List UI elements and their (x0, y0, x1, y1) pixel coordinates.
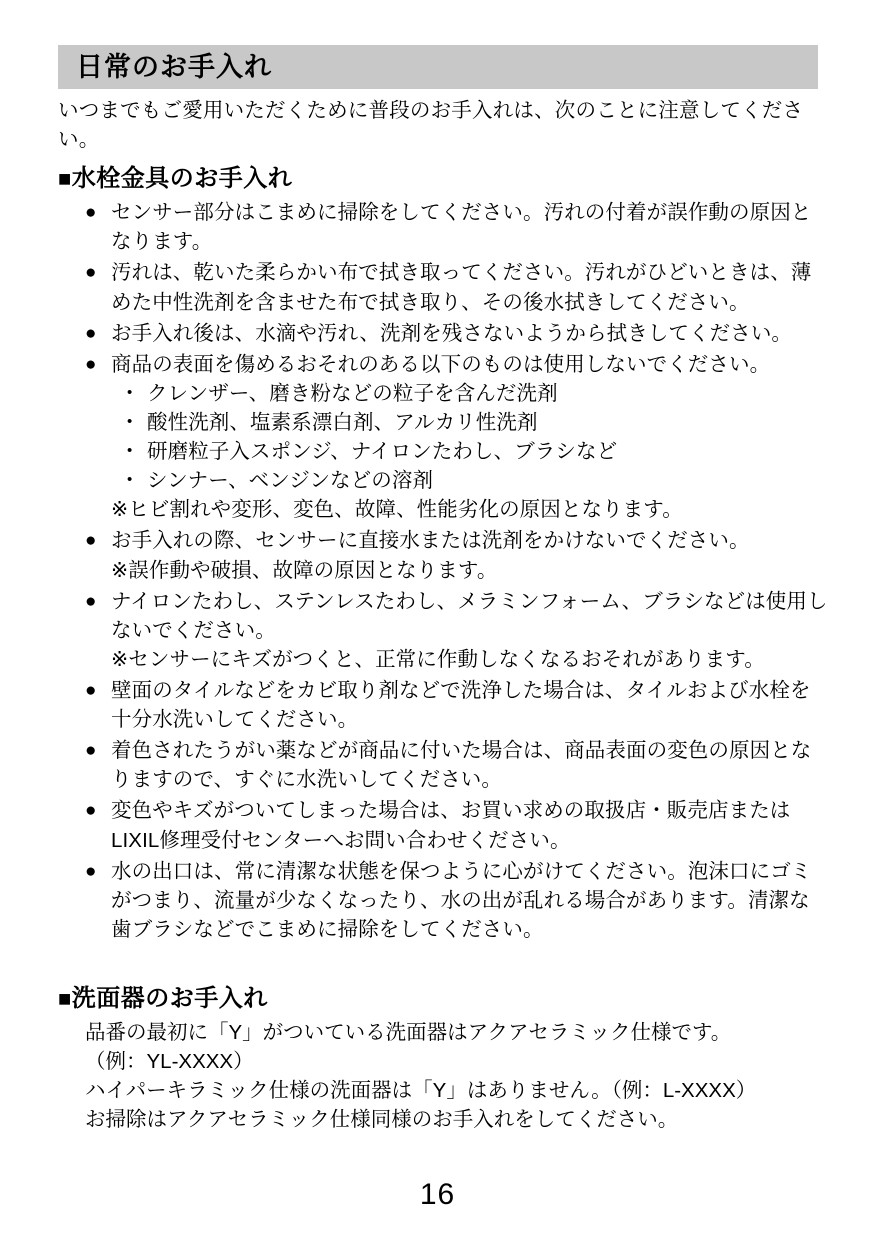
small-bullet-icon: • (127, 383, 133, 401)
section-heading-faucet-label: 水栓金具のお手入れ (71, 165, 293, 193)
faucet-care-list (58, 198, 828, 944)
round-bullet-icon: ● (85, 740, 97, 762)
list-item-text: お手入れの際、センサーに直接水または洗剤をかけないでください。 (111, 529, 750, 553)
list-item-text: センサー部分はこまめに掃除をしてください。汚れの付着が誤作動の原因となります。 (111, 201, 812, 254)
round-bullet-icon: ● (85, 353, 97, 375)
list-item (85, 526, 828, 584)
section-heading-faucet (58, 164, 828, 194)
list-item-note: ※誤作動や破損、故障の原因となります。 (111, 558, 498, 582)
list-item-text: 水の出口は、常に清潔な状態を保つように心がけてください。泡沫口にゴミがつまり、流量が少なくなったり、水の出が乱れる場合があります。清潔な歯ブラシなどでこまめに掃除をしてください。 (111, 859, 812, 941)
sub-list-item-text: 研磨粒子入スポンジ、ナイロンたわし、ブラシなど (147, 440, 618, 464)
paragraph: 品番の最初に「Y」がついている洗面器はアクアセラミック仕様です。 (85, 1020, 732, 1044)
list-item (85, 198, 828, 256)
list-item-note: ※ヒビ割れや変形、変色、故障、性能劣化の原因となります。 (111, 498, 683, 522)
list-item-text: お手入れ後は、水滴や汚れ、洗剤を残さないようから拭きしてください。 (111, 321, 793, 345)
paragraph: （例：YL-XXXX） (85, 1050, 254, 1074)
round-bullet-icon: ● (85, 800, 97, 822)
page-number: 16 (419, 1178, 456, 1211)
page-title: 日常のお手入れ (76, 51, 272, 82)
square-bullet-icon: ■ (58, 166, 72, 192)
sub-list-item (125, 466, 828, 495)
list-item-text: 汚れは、乾いた柔らかい布で拭き取ってください。汚れがひどいときは、薄めた中性洗剤を含ませた布で拭き取り、その後水拭きしてください。 (111, 261, 812, 314)
round-bullet-icon: ● (85, 860, 97, 882)
round-bullet-icon: ● (85, 322, 97, 344)
list-item-text: 変色やキズがついてしまった場合は、お買い求めの取扱店・販売店またはLIXIL修理受付センターへお問い合わせください。 (111, 799, 791, 852)
list-item (85, 796, 828, 854)
round-bullet-icon: ● (85, 590, 97, 612)
list-item (85, 857, 828, 944)
section-heading-basin (58, 984, 828, 1014)
section-heading-basin-label: 洗面器のお手入れ (71, 984, 268, 1012)
sub-list-item (125, 408, 828, 437)
page-content (58, 96, 828, 1134)
list-item-text: 着色されたうがい薬などが商品に付いた場合は、商品表面の変色の原因となりますので、すぐに水洗いしてください。 (111, 739, 812, 792)
small-bullet-icon: • (127, 470, 133, 488)
list-item (85, 258, 828, 316)
prohibited-cleaners-list (111, 379, 828, 495)
basin-care-text (85, 1018, 828, 1134)
sub-list-item-text: シンナー、ベンジンなどの溶剤 (147, 469, 434, 493)
square-bullet-icon: ■ (58, 985, 72, 1011)
section-header-bar (58, 45, 818, 89)
list-item-note: ※センサーにキズがつくと、正常に作動しなくなるおそれがあります。 (111, 647, 765, 671)
list-item (85, 676, 828, 734)
paragraph: お掃除はアクアセラミック仕様同様のお手入れをしてください。 (85, 1108, 679, 1132)
list-item (85, 350, 828, 525)
list-item (85, 587, 828, 674)
round-bullet-icon: ● (85, 262, 97, 284)
intro-paragraph: いつまでもご愛用いただくために普段のお手入れは、次のことに注意してください。 (58, 99, 804, 152)
round-bullet-icon: ● (85, 530, 97, 552)
list-item-text: 壁面のタイルなどをカビ取り剤などで洗浄した場合は、タイルおよび水栓を十分水洗いしてください。 (111, 678, 811, 732)
list-item (85, 319, 828, 348)
sub-list-item-text: クレンザー、磨き粉などの粒子を含んだ洗剤 (147, 381, 558, 405)
sub-list-item-text: 酸性洗剤、塩素系漂白剤、アルカリ性洗剤 (147, 410, 538, 434)
round-bullet-icon: ● (85, 202, 97, 224)
paragraph: ハイパーキラミック仕様の洗面器は「Y」はありません。（例：L-XXXX） (85, 1079, 757, 1103)
small-bullet-icon: • (127, 441, 133, 459)
round-bullet-icon: ● (85, 679, 97, 701)
small-bullet-icon: • (127, 412, 133, 430)
list-item (85, 736, 828, 794)
sub-list-item (125, 379, 828, 408)
list-item-text: ナイロンたわし、ステンレスたわし、メラミンフォーム、ブラシなどは使用しないでください。 (111, 589, 828, 642)
list-item-text: 商品の表面を傷めるおそれのある以下のものは使用しないでください。 (111, 352, 771, 376)
sub-list-item (125, 437, 828, 466)
